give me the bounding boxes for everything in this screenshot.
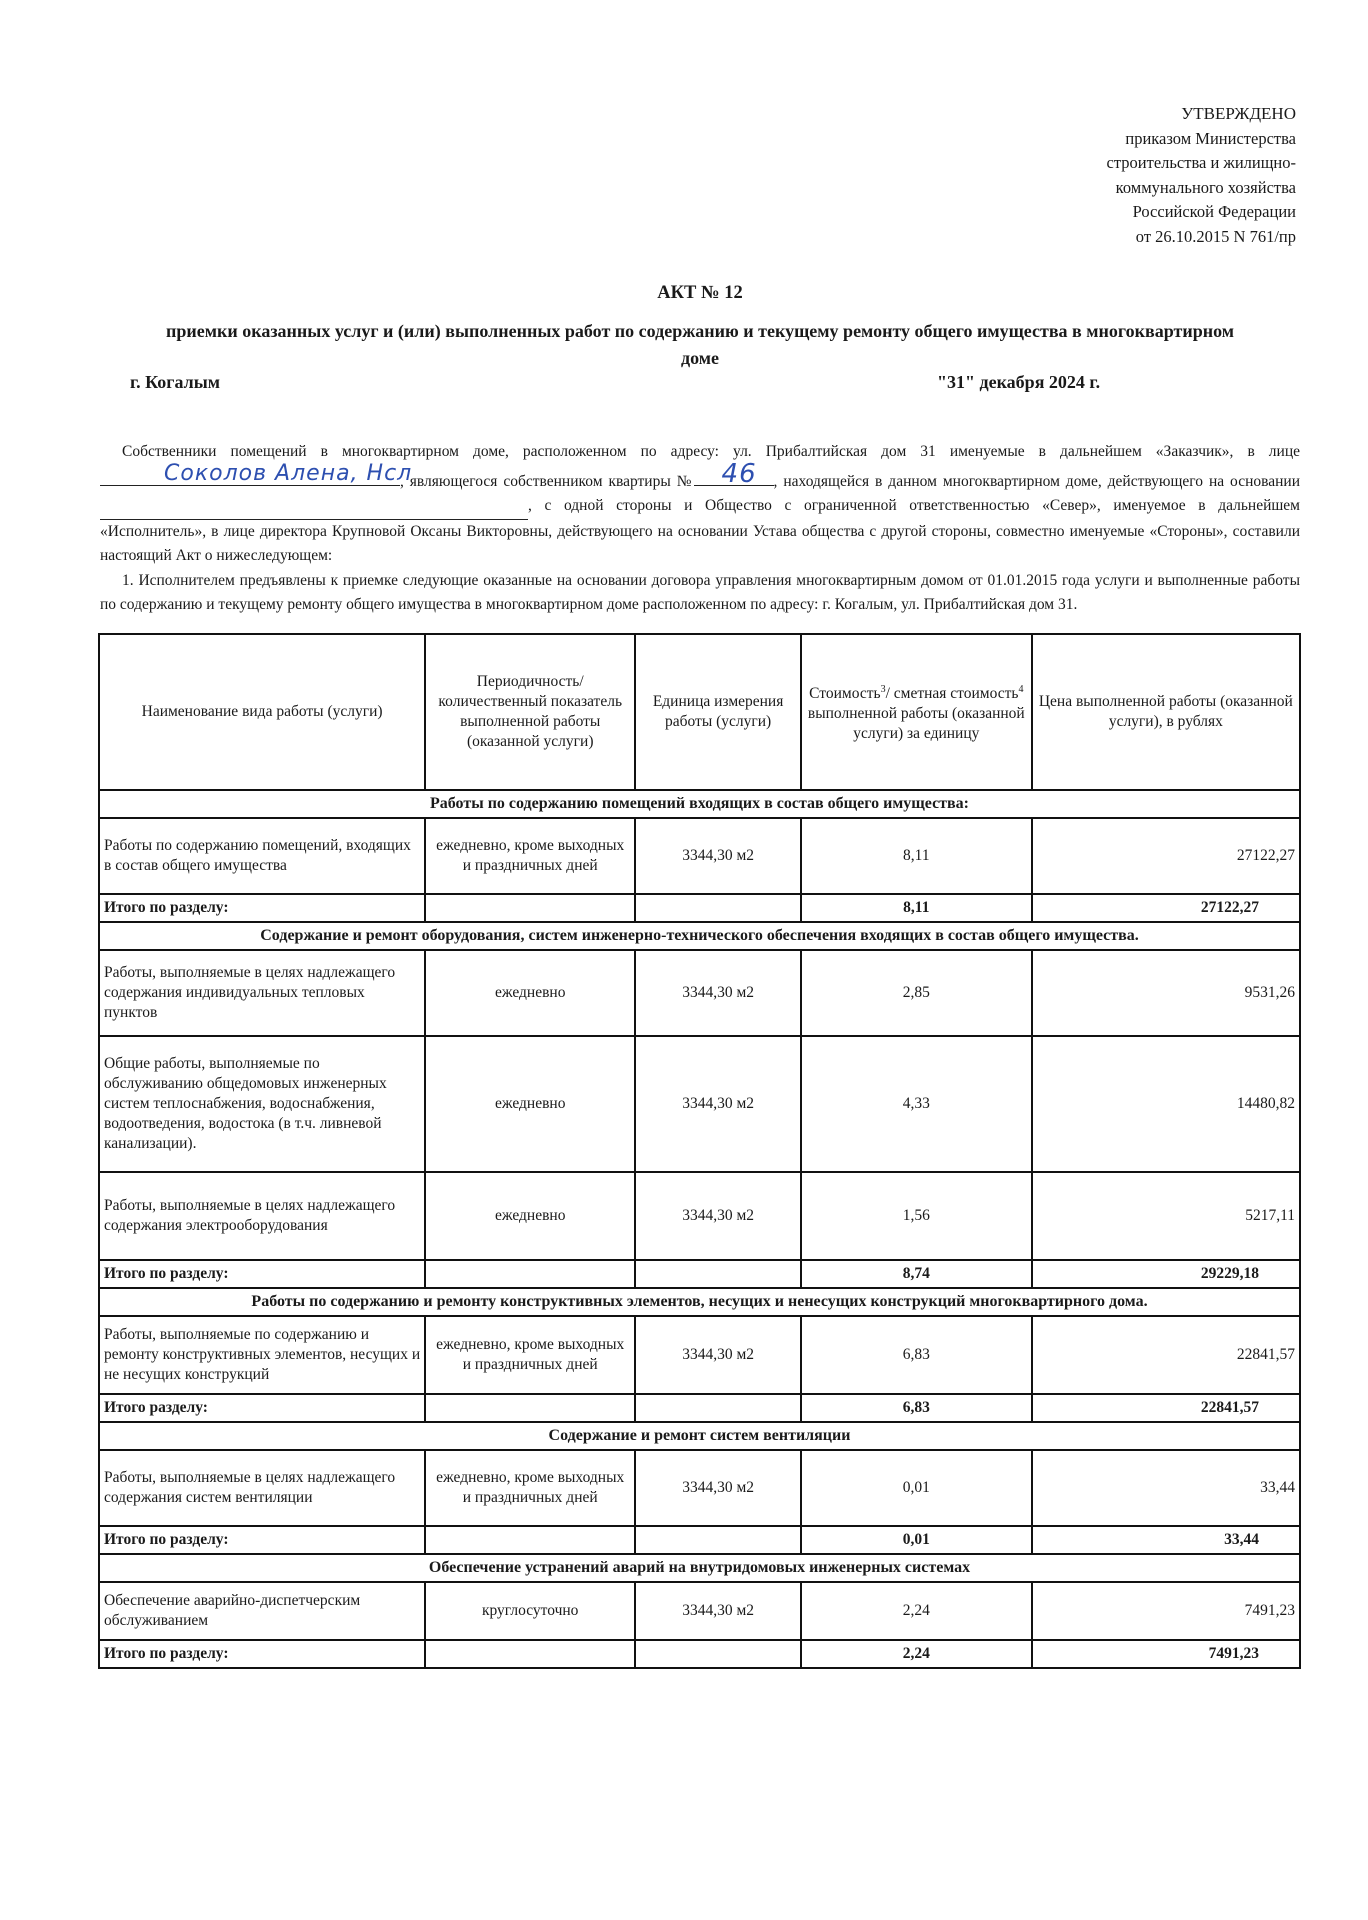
price-cell: 9531,26	[1032, 950, 1300, 1036]
header-period: Периодичность/ количественный показатель выполненной работы (оказанной услуги)	[425, 634, 635, 790]
section-header-row	[99, 1554, 1300, 1582]
total-price-cell: 27122,27	[1032, 894, 1300, 922]
header-price: Цена выполненной работы (оказанной услуги), в рублях	[1032, 634, 1300, 790]
empty-cell	[425, 1640, 635, 1668]
total-price-cell: 7491,23	[1032, 1640, 1300, 1668]
table-row	[99, 1316, 1300, 1394]
work-name-cell: Работы по содержанию помещений, входящих в состав общего имущества	[99, 818, 425, 894]
total-price-cell: 33,44	[1032, 1526, 1300, 1554]
table-row	[99, 1450, 1300, 1526]
price-cell: 27122,27	[1032, 818, 1300, 894]
price-cell: 33,44	[1032, 1450, 1300, 1526]
table-body	[99, 790, 1300, 1668]
header-cost	[801, 634, 1032, 790]
empty-cell	[425, 894, 635, 922]
header-cost-text: Стоимость	[809, 685, 881, 703]
empty-cell	[425, 1260, 635, 1288]
work-name-cell: Работы, выполняемые по содержанию и ремонту конструктивных элементов, несущих и не несущих конструкций	[99, 1316, 425, 1394]
apartment-number-field[interactable]	[694, 459, 774, 489]
work-name-cell: Работы, выполняемые в целях надлежащего содержания индивидуальных тепловых пунктов	[99, 950, 425, 1036]
total-label: Итого по разделу:	[99, 894, 425, 922]
approval-line: от 26.10.2015 N 761/пр	[1135, 226, 1296, 246]
empty-cell	[425, 1394, 635, 1422]
section-header-row	[99, 1288, 1300, 1316]
empty-cell	[635, 1640, 801, 1668]
act-date: "31" декабря 2024 г.	[937, 372, 1101, 392]
works-table	[98, 633, 1301, 1669]
owner-name-handwritten: Соколов Алена, Нсл	[164, 461, 413, 486]
empty-cell	[425, 1526, 635, 1554]
section-title: Содержание и ремонт систем вентиляции	[99, 1422, 1300, 1450]
price-cell: 14480,82	[1032, 1036, 1300, 1172]
periodicity-cell: ежедневно, кроме выходных и праздничных дней	[425, 1450, 635, 1526]
section-title: Обеспечение устранений аварий на внутридомовых инженерных системах	[99, 1554, 1300, 1582]
empty-cell	[635, 1260, 801, 1288]
periodicity-cell: ежедневно	[425, 950, 635, 1036]
owner-name-field[interactable]	[100, 461, 413, 486]
total-label: Итого разделу:	[99, 1394, 425, 1422]
section-header-row	[99, 922, 1300, 950]
total-cost-cell: 8,74	[801, 1260, 1032, 1288]
work-name-cell: Обеспечение аварийно-диспетчерским обслуживанием	[99, 1582, 425, 1640]
preamble-text: Собственники помещений в многоквартирном доме, расположенном по адресу: ул. Прибалтийская дом 31 именуемые в дальнейшем «Заказчик», в лице	[122, 443, 1300, 460]
total-cost-cell: 2,24	[801, 1640, 1032, 1668]
section-total-row	[99, 1260, 1300, 1288]
unit-cost-cell: 0,01	[801, 1450, 1032, 1526]
unit-cost-cell: 4,33	[801, 1036, 1032, 1172]
preamble-text: , находящейся в данном многоквартирном доме, действующего на основании	[773, 472, 1300, 490]
empty-cell	[635, 894, 801, 922]
preamble-text: , являющегося собственником квартиры №	[400, 472, 694, 490]
periodicity-cell: ежедневно	[425, 1172, 635, 1260]
section-title: Содержание и ремонт оборудования, систем инженерно-технического обеспечения входящих в состав общего имущества.	[99, 922, 1300, 950]
work-name-cell: Общие работы, выполняемые по обслуживанию общедомовых инженерных систем теплоснабжения, водоснабжения, водоотведения, водостока (в т.ч. ливневой канализации).	[99, 1036, 425, 1172]
approval-stamp	[1107, 102, 1296, 249]
unit-cell: 3344,30 м2	[635, 950, 801, 1036]
preamble-text: , с одной стороны и Общество с ограниченной ответственностью «Север», именуемое в дальнейшем «Исполнитель», в лице директора Крупновой Оксаны Викторовны, действующего на основании Устава общества с другой стороны, совместно именуемые «Стороны», составили настоящий Акт о нижеследующем:	[100, 497, 1300, 564]
header-cost-text: выполненной работы (оказанной услуги) за единицу	[807, 705, 1025, 743]
approval-line: Российской Федерации	[1132, 202, 1296, 221]
section-header-row	[99, 1422, 1300, 1450]
work-name-cell: Работы, выполняемые в целях надлежащего содержания электрооборудования	[99, 1172, 425, 1260]
unit-cell: 3344,30 м2	[635, 1172, 801, 1260]
title-block	[100, 280, 1300, 372]
section-total-row	[99, 894, 1300, 922]
section-header-row	[99, 790, 1300, 818]
unit-cell: 3344,30 м2	[635, 1450, 801, 1526]
empty-cell	[635, 1394, 801, 1422]
periodicity-cell: круглосуточно	[425, 1582, 635, 1640]
total-label: Итого по разделу:	[99, 1260, 425, 1288]
price-cell: 5217,11	[1032, 1172, 1300, 1260]
approval-line: приказом Министерства	[1125, 128, 1296, 148]
section-total-row	[99, 1394, 1300, 1422]
table-row	[99, 818, 1300, 894]
footnote-ref: 3	[880, 683, 886, 695]
preamble-paragraph-2: 1. Исполнителем предъявлены к приемке следующие оказанные на основании договора управления многоквартирным домом от 01.01.2015 года услуги и выполненные работы по содержанию и текущему ремонту общего имущества в многоквартирном доме расположенном по адресу: г. Когалым, ул. Прибалтийская дом 31.	[100, 571, 1300, 613]
section-total-row	[99, 1640, 1300, 1668]
header-cost-text: / сметная стоимость	[885, 685, 1019, 703]
section-total-row	[99, 1526, 1300, 1554]
unit-cost-cell: 8,11	[801, 818, 1032, 894]
basis-field[interactable]	[100, 494, 528, 520]
unit-cost-cell: 1,56	[801, 1172, 1032, 1260]
act-city: г. Когалым	[130, 372, 221, 392]
price-cell: 22841,57	[1032, 1316, 1300, 1394]
table-row	[99, 1582, 1300, 1640]
unit-cell: 3344,30 м2	[635, 1582, 801, 1640]
section-title: Работы по содержанию помещений входящих в состав общего имущества:	[99, 790, 1300, 818]
total-cost-cell: 8,11	[801, 894, 1032, 922]
act-subject: приемки оказанных услуг и (или) выполненных работ по содержанию и текущему ремонту общего имущества в многоквартирном доме	[165, 321, 1235, 368]
table-header-row	[99, 634, 1300, 790]
preamble	[100, 440, 1300, 618]
total-price-cell: 22841,57	[1032, 1394, 1300, 1422]
table-row	[99, 1172, 1300, 1260]
unit-cost-cell: 2,24	[801, 1582, 1032, 1640]
apartment-number-handwritten: 46	[721, 459, 757, 489]
empty-cell	[635, 1526, 801, 1554]
periodicity-cell: ежедневно	[425, 1036, 635, 1172]
footnote-ref: 4	[1018, 683, 1024, 695]
price-cell: 7491,23	[1032, 1582, 1300, 1640]
total-cost-cell: 0,01	[801, 1526, 1032, 1554]
section-title: Работы по содержанию и ремонту конструктивных элементов, несущих и ненесущих конструкций многоквартирного дома.	[99, 1288, 1300, 1316]
unit-cell: 3344,30 м2	[635, 1316, 801, 1394]
unit-cost-cell: 2,85	[801, 950, 1032, 1036]
header-unit: Единица измерения работы (услуги)	[635, 634, 801, 790]
act-number: АКТ № 12	[657, 283, 743, 303]
table-row	[99, 1036, 1300, 1172]
total-price-cell: 29229,18	[1032, 1260, 1300, 1288]
work-name-cell: Работы, выполняемые в целях надлежащего содержания систем вентиляции	[99, 1450, 425, 1526]
total-label: Итого по разделу:	[99, 1526, 425, 1554]
table-row	[99, 950, 1300, 1036]
header-name: Наименование вида работы (услуги)	[99, 634, 425, 790]
periodicity-cell: ежедневно, кроме выходных и праздничных дней	[425, 818, 635, 894]
periodicity-cell: ежедневно, кроме выходных и праздничных дней	[425, 1316, 635, 1394]
approval-line: коммунального хозяйства	[1115, 177, 1296, 197]
total-label: Итого по разделу:	[99, 1640, 425, 1668]
unit-cell: 3344,30 м2	[635, 818, 801, 894]
preamble-paragraph-1	[100, 440, 1300, 569]
total-cost-cell: 6,83	[801, 1394, 1032, 1422]
approval-line: строительства и жилищно-	[1106, 153, 1296, 172]
unit-cost-cell: 6,83	[801, 1316, 1032, 1394]
approval-heading: УТВЕРЖДЕНО	[1181, 104, 1296, 123]
unit-cell: 3344,30 м2	[635, 1036, 801, 1172]
